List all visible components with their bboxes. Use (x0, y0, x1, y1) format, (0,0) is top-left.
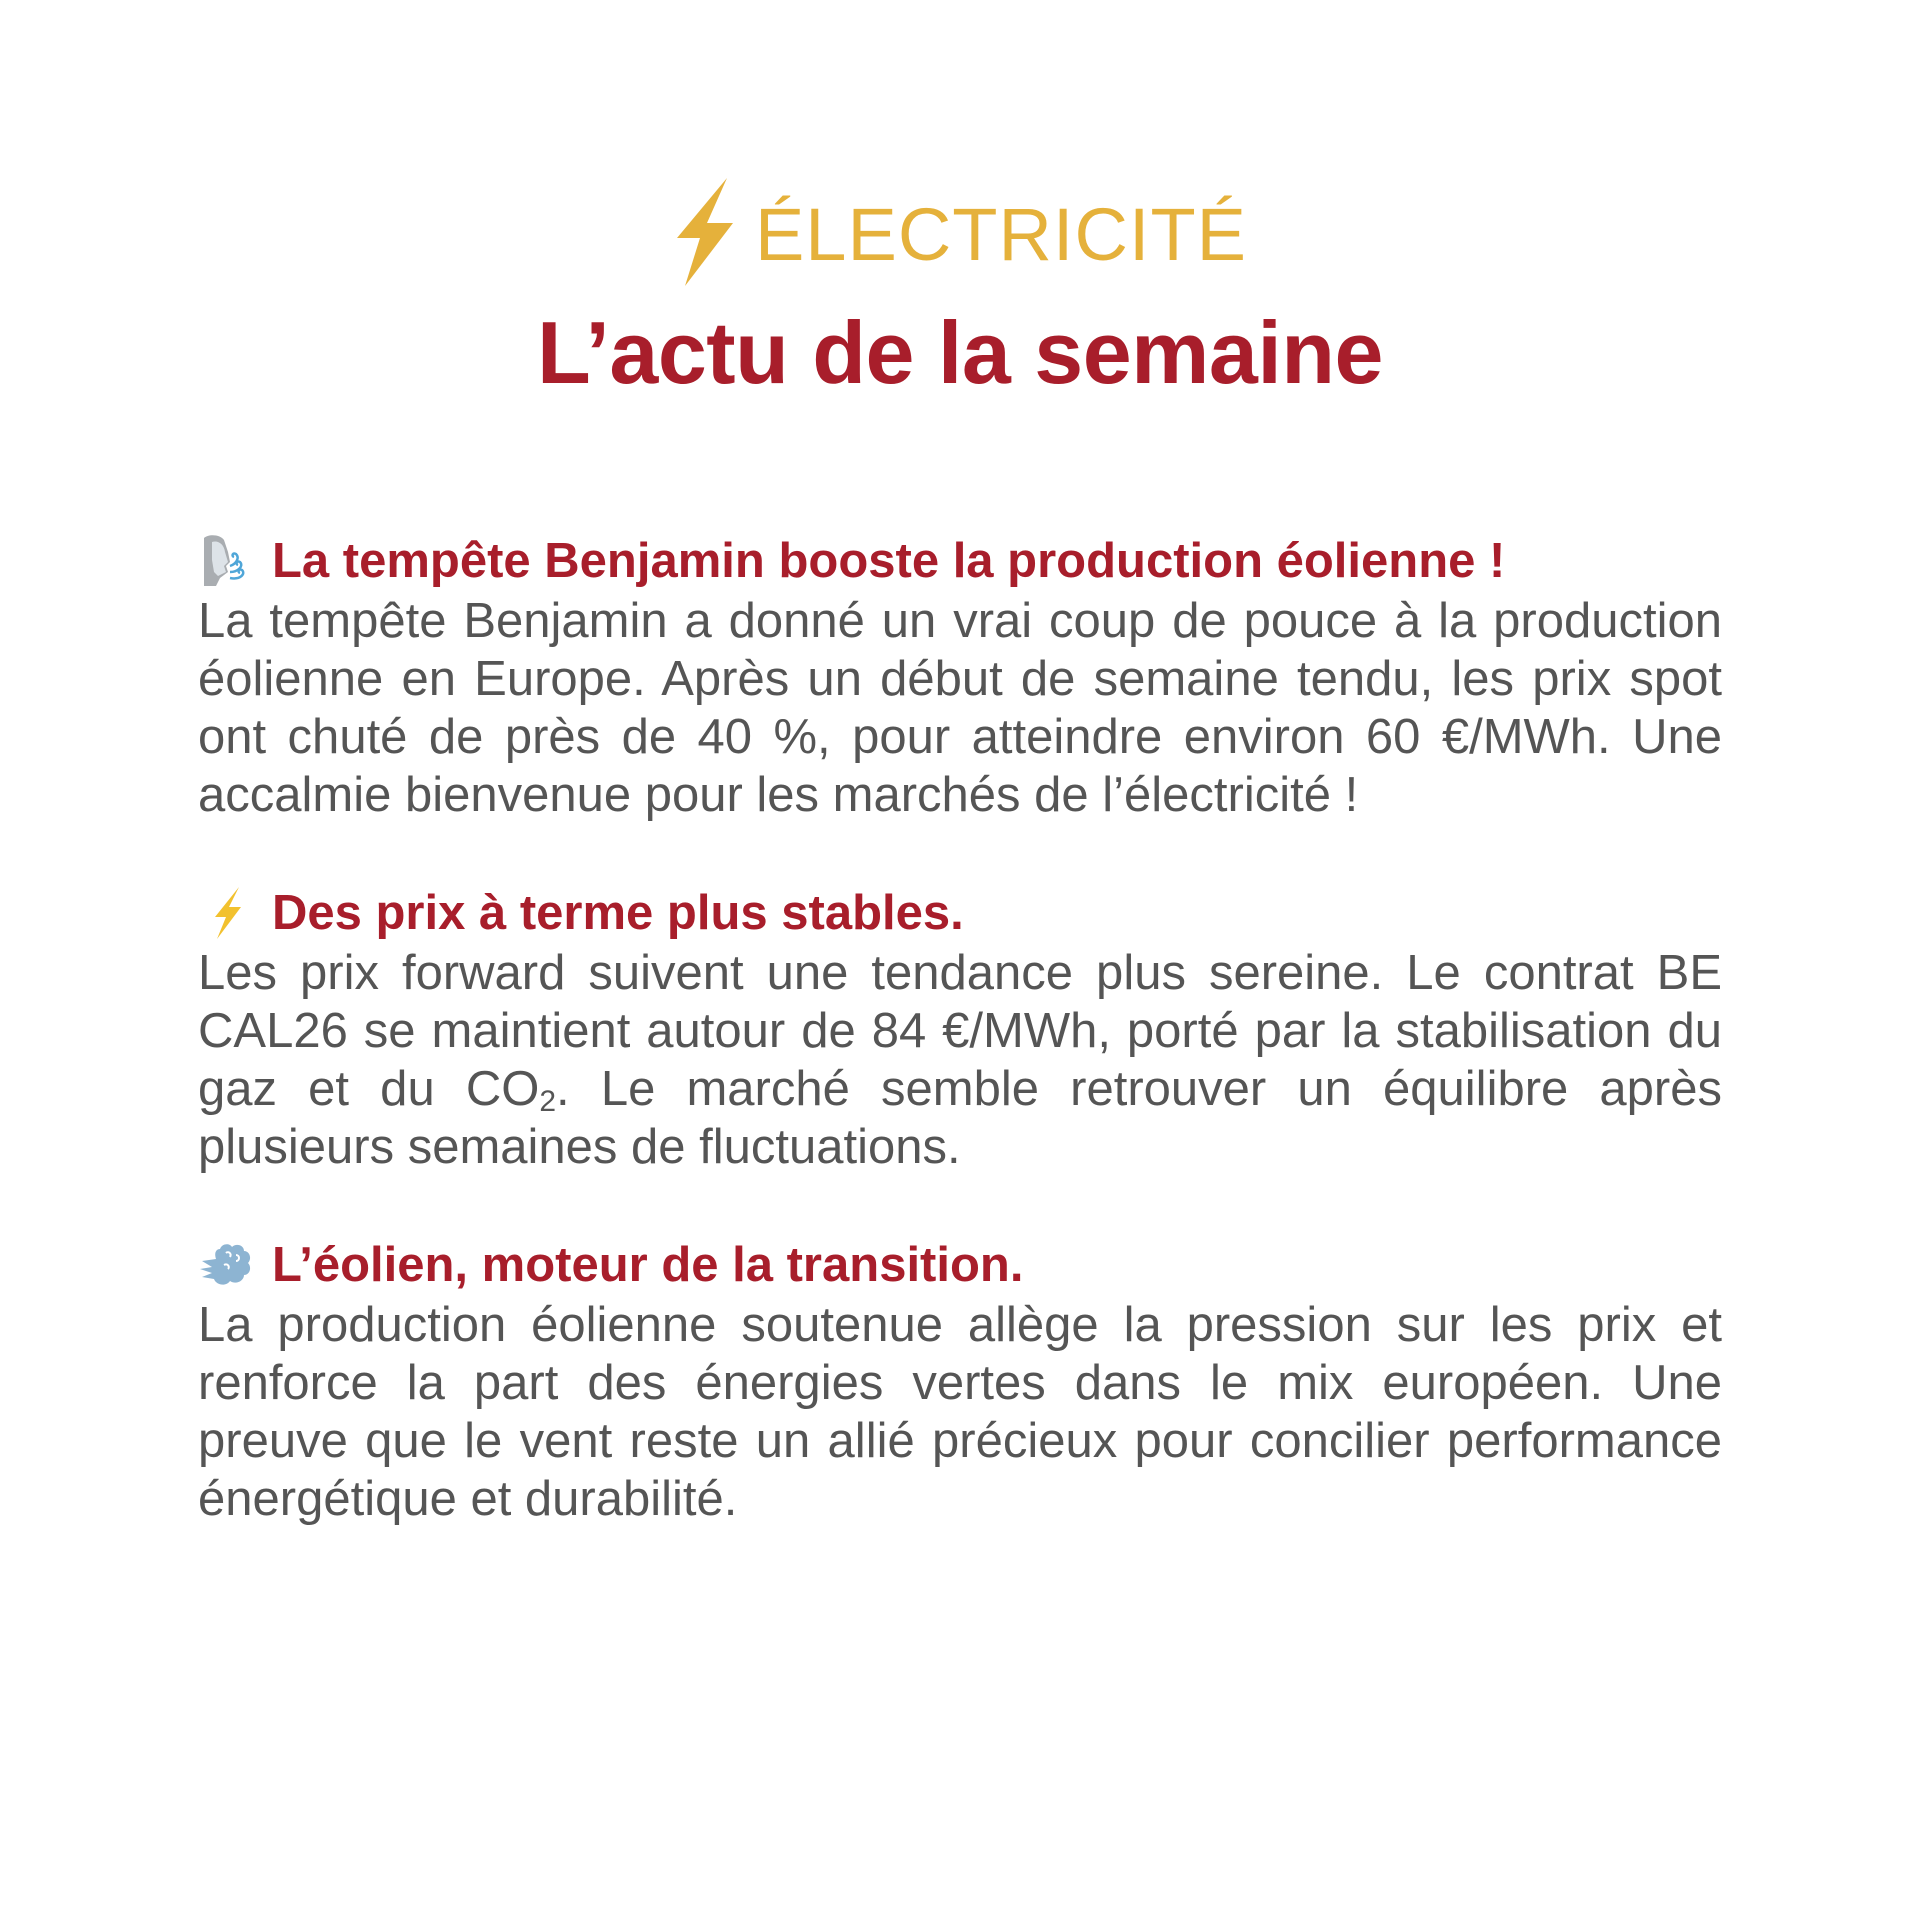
article-heading: Des prix à terme plus stables. (272, 885, 964, 940)
article-heading: La tempête Benjamin booste la production éolienne ! (272, 533, 1506, 588)
article-list (198, 530, 1722, 1586)
page-title: L’actu de la semaine (537, 303, 1383, 402)
section-label: ÉLECTRICITÉ (754, 193, 1248, 276)
article-header (198, 1234, 1722, 1296)
article-body: La tempête Benjamin a donné un vrai coup de pouce à la production éolienne en Europe. Après un début de semaine tendu, les prix spot ont chuté de près de 40 %, pour atteindre environ 60 €/MWh. Une accalmie bienvenue pour les marchés de l’électricité ! (198, 594, 1722, 822)
lightning-bolt-icon (673, 178, 733, 286)
lightning-bolt-icon (198, 884, 256, 942)
article-header (198, 882, 1722, 944)
article-wind-transition (198, 1234, 1722, 1528)
article-heading: L’éolien, moteur de la transition. (272, 1237, 1024, 1292)
article-forward-prices (198, 882, 1722, 1176)
wind-cloud-icon (198, 1236, 256, 1294)
article-body: La production éolienne soutenue allège la pression sur les prix et renforce la part des énergies vertes dans le mix européen. Une preuve que le vent reste un allié précieux pour concilier performance énergétique et durabilité. (198, 1298, 1722, 1526)
article-body: Les prix forward suivent une tendance plus sereine. Le contrat BE CAL26 se maintient autour de 84 €/MWh, porté par la stabilisation du gaz et du $CO_2$. Le marché semble retrouver un équilibre après plusieurs semaines de fluctuations. (198, 946, 1723, 1174)
article-header (198, 530, 1722, 592)
article-storm-benjamin (198, 530, 1722, 824)
wind-face-icon (198, 532, 256, 590)
section-kicker (0, 178, 1920, 286)
